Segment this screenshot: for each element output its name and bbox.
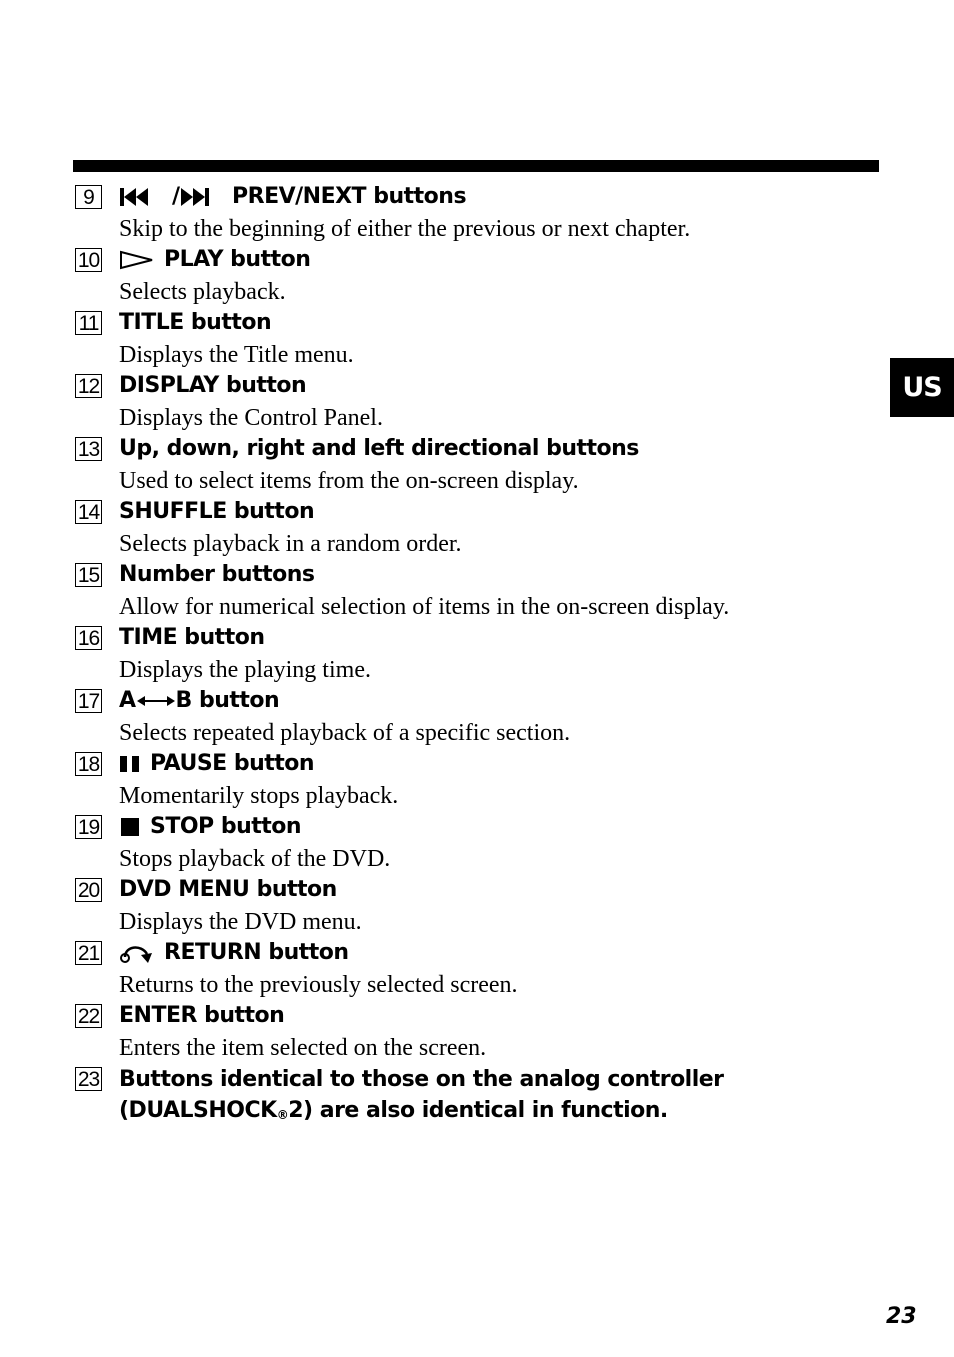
item-number: 23	[75, 1067, 102, 1091]
item-title: Number buttons	[119, 562, 315, 587]
item-description: Allow for numerical selection of items in the on-screen display.	[119, 594, 730, 620]
item-title: RETURN button	[164, 940, 349, 965]
item-description: Skip to the beginning of either the previous or next chapter.	[119, 216, 691, 242]
item-number: 14	[75, 500, 102, 524]
item-heading	[119, 1001, 284, 1031]
item-heading	[119, 938, 349, 968]
item-title: DVD MENU button	[119, 877, 337, 902]
item-number: 9	[75, 185, 102, 209]
item-description: Displays the playing time.	[119, 657, 371, 683]
play-icon	[119, 249, 155, 271]
item-description: Displays the Title menu.	[119, 342, 354, 368]
item-heading	[119, 371, 306, 401]
item-title: ENTER button	[119, 1003, 285, 1028]
item-number: 11	[75, 311, 102, 335]
icon-separator: /	[172, 184, 181, 209]
item-description: Selects repeated playback of a specific section.	[119, 720, 571, 746]
item-description: Stops playback of the DVD.	[119, 846, 391, 872]
item-heading	[119, 497, 314, 527]
top-rule	[73, 160, 879, 172]
item-heading	[119, 245, 310, 275]
item-description: Used to select items from the on-screen display.	[119, 468, 579, 494]
item-heading	[119, 434, 639, 464]
item-heading	[119, 623, 265, 653]
item-title: SHUFFLE button	[119, 499, 315, 524]
item-description: Momentarily stops playback.	[119, 783, 399, 809]
item-heading	[119, 308, 271, 338]
item-title: PAUSE button	[150, 751, 315, 776]
item-number: 13	[75, 437, 102, 461]
item-title: DISPLAY button	[119, 373, 307, 398]
return-icon	[119, 942, 155, 964]
item-description: Selects playback in a random order.	[119, 531, 462, 557]
item-heading	[119, 560, 315, 590]
item-number: 20	[75, 878, 102, 902]
item-number: 21	[75, 941, 102, 965]
item-heading	[119, 812, 301, 842]
item-number: 18	[75, 752, 102, 776]
item-description: Selects playback.	[119, 279, 286, 305]
item-title: STOP button	[150, 814, 302, 839]
registered-mark: ®	[276, 1108, 289, 1122]
region-tab: US	[890, 358, 954, 417]
item-number: 19	[75, 815, 102, 839]
item-number: 17	[75, 689, 102, 713]
item-number: 15	[75, 563, 102, 587]
item-title-a: A	[119, 688, 136, 713]
item-description: Returns to the previously selected screen.	[119, 972, 518, 998]
item-number: 16	[75, 626, 102, 650]
item-description: Displays the DVD menu.	[119, 909, 362, 935]
item-number: 10	[75, 248, 102, 272]
page-number: 23	[886, 1304, 917, 1329]
item-number: 22	[75, 1004, 102, 1028]
pause-icon	[119, 754, 141, 774]
item-heading	[119, 875, 337, 905]
item-title-b: B button	[175, 688, 280, 713]
item-title: PREV/NEXT buttons	[232, 184, 467, 209]
item-title-line2	[119, 1095, 724, 1131]
item-title: PLAY button	[164, 247, 311, 272]
item-heading	[119, 686, 279, 716]
item-heading	[119, 749, 314, 779]
item-heading	[119, 1064, 724, 1131]
item-title-line2-b: 2) are also identical in function.	[288, 1098, 668, 1123]
item-title-line2-a: (DUALSHOCK	[119, 1098, 277, 1123]
item-number: 12	[75, 374, 102, 398]
item-title: Up, down, right and left directional buttons	[119, 436, 639, 461]
item-description: Displays the Control Panel.	[119, 405, 383, 431]
item-description: Enters the item selected on the screen.	[119, 1035, 487, 1061]
item-title-line1: Buttons identical to those on the analog controller	[119, 1067, 724, 1092]
item-title: TIME button	[119, 625, 265, 650]
stop-icon	[119, 817, 141, 837]
double-arrow-icon	[137, 694, 175, 708]
item-title: TITLE button	[119, 310, 272, 335]
